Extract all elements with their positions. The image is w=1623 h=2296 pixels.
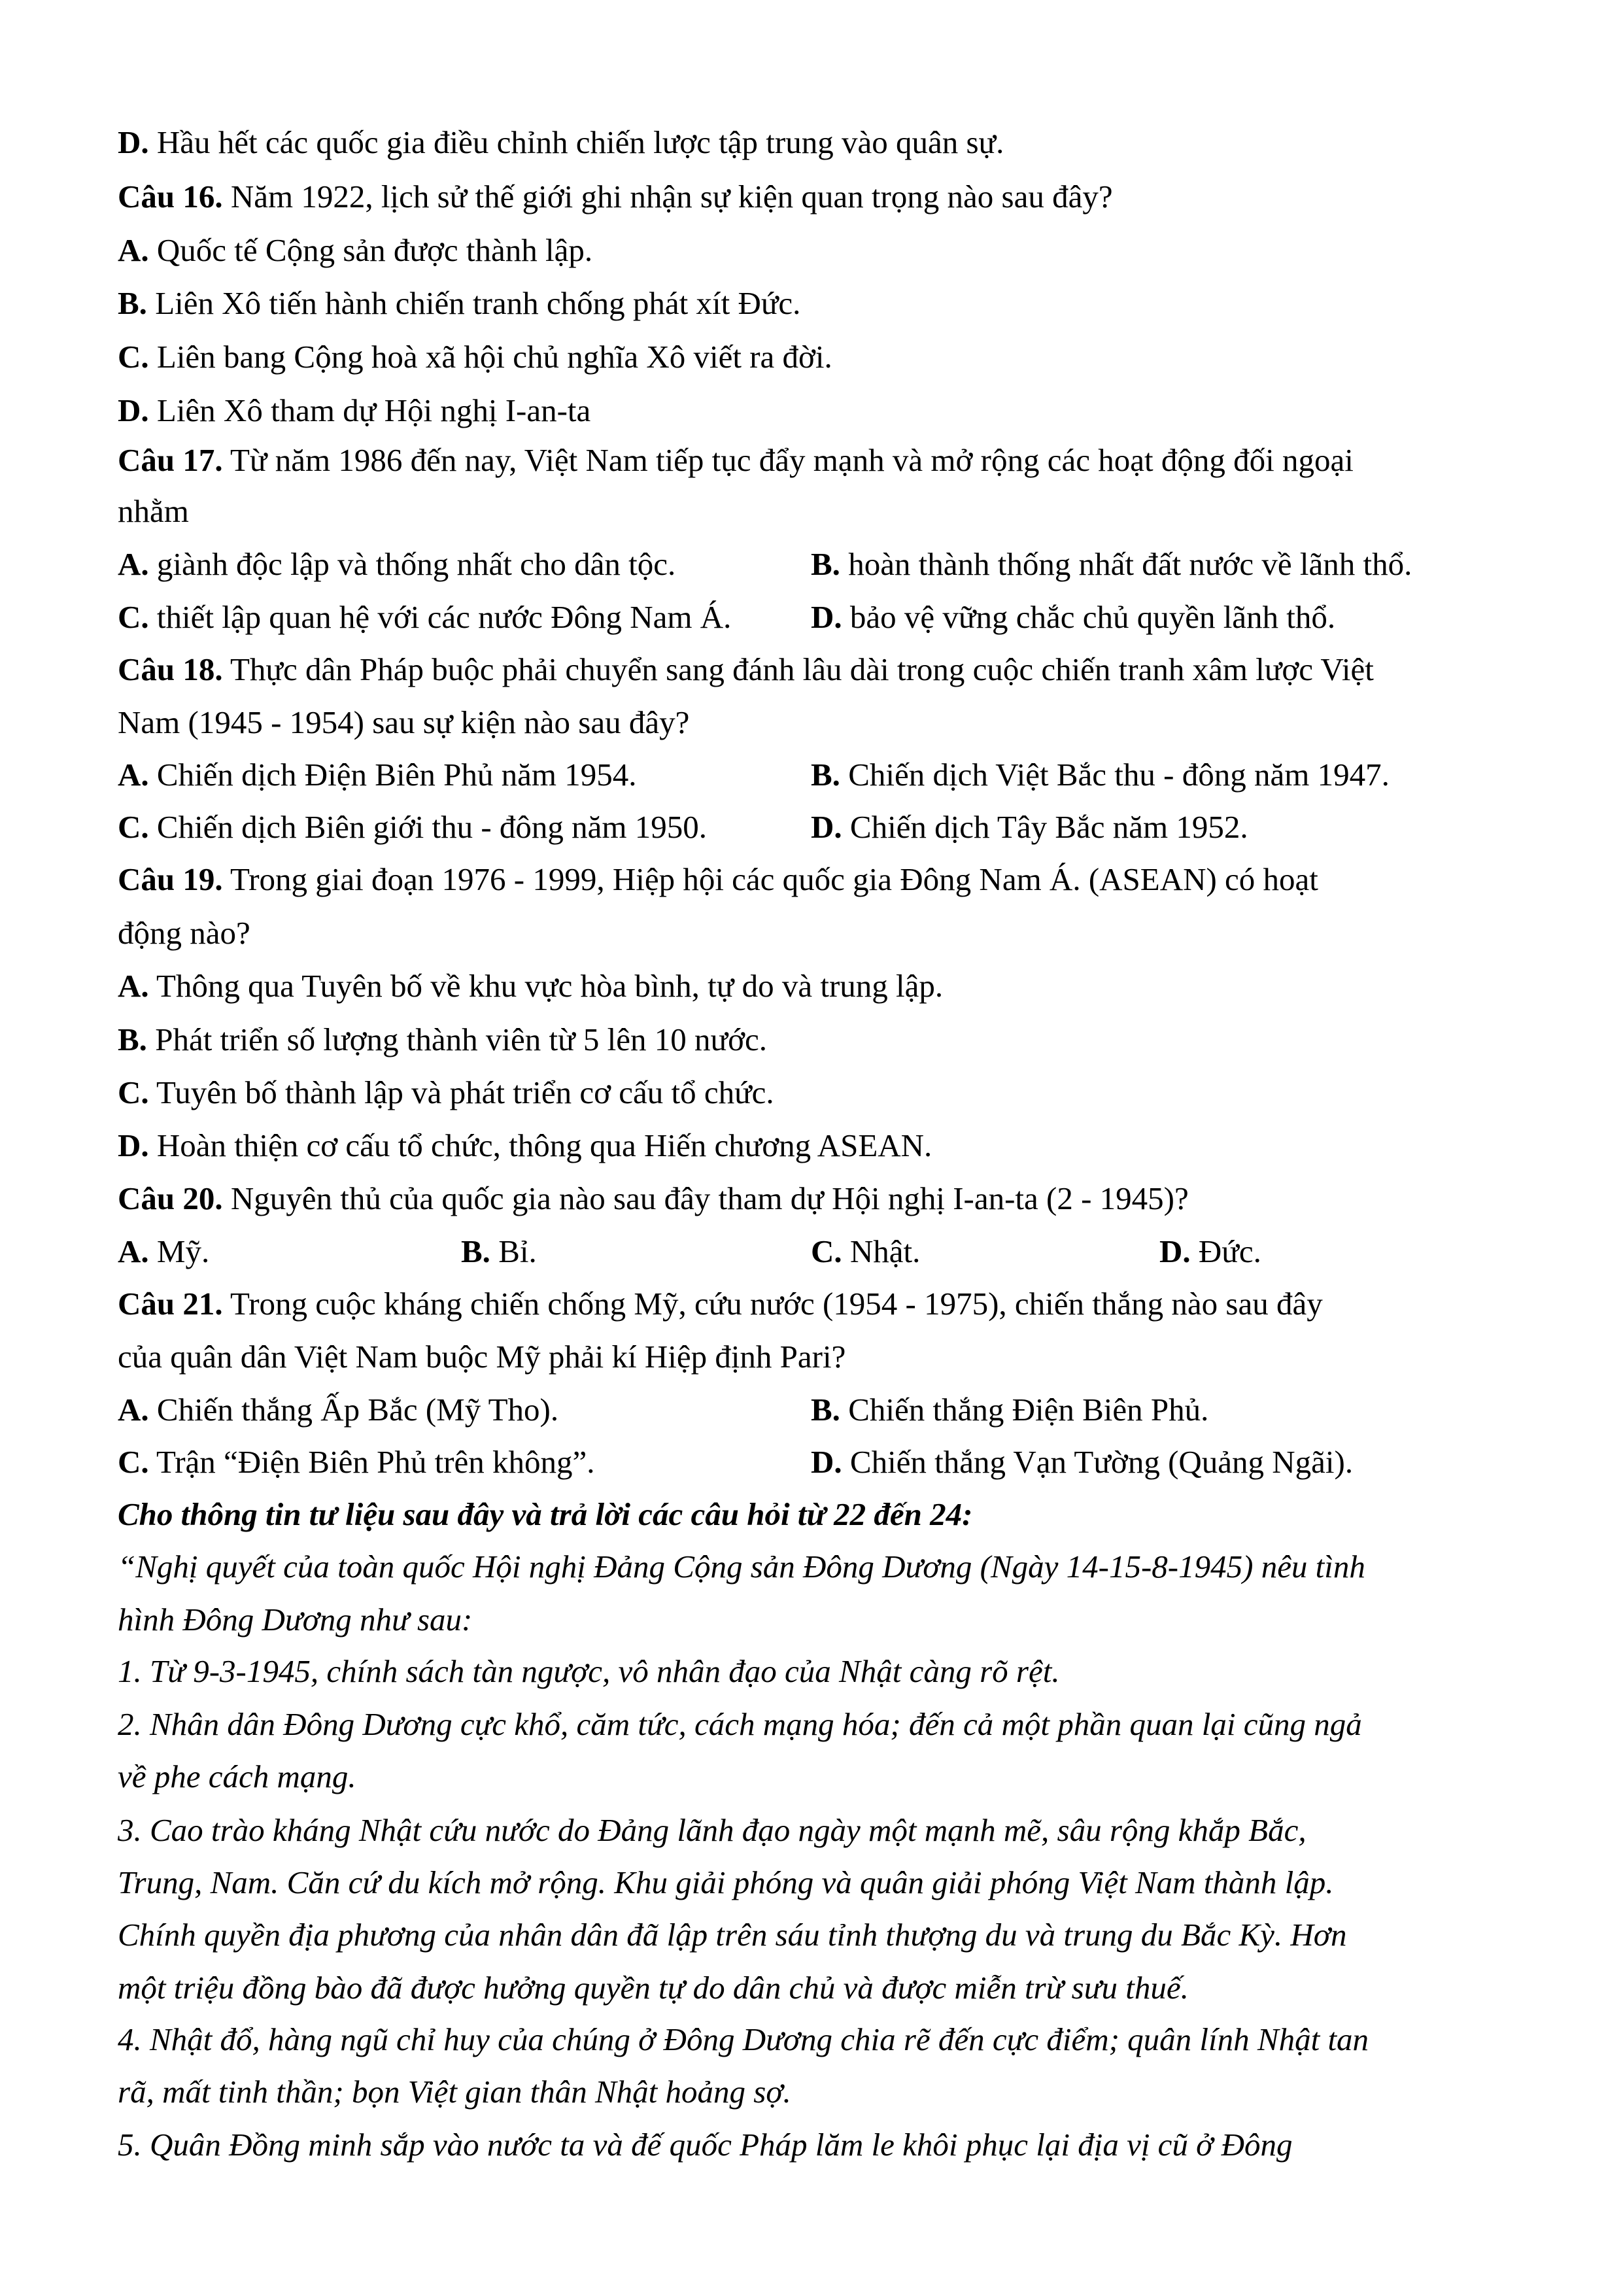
passage-line: 5. Quân Đồng minh sắp vào nước ta và đế quốc Pháp lăm le khôi phục lại địa vị cũ ở Đông: [118, 2127, 1293, 2163]
option-text: Chiến dịch Tây Bắc năm 1952.: [842, 809, 1248, 845]
question-stem: [118, 863, 1318, 895]
option-text: Liên Xô tiến hành chiến tranh chống phát xít Đức.: [146, 285, 801, 321]
option-label: D.: [811, 809, 842, 845]
question-text: Nguyên thủ của quốc gia nào sau đây tham dự Hội nghị I-an-ta (2 - 1945)?: [222, 1180, 1189, 1216]
option-label: D.: [118, 124, 149, 160]
option-text: hoàn thành thống nhất đất nước về lãnh thổ.: [840, 546, 1412, 582]
option-text: Hoàn thiện cơ cấu tổ chức, thông qua Hiến chương ASEAN.: [148, 1127, 932, 1163]
option-line: [118, 970, 943, 1002]
question-text-cont: nhằm: [118, 493, 189, 529]
option-line: [118, 287, 800, 319]
option-label: D.: [118, 1127, 149, 1163]
option-text: Tuyên bố thành lập và phát triển cơ cấu tổ chức.: [148, 1074, 774, 1110]
question-stem: [118, 653, 1374, 685]
passage-heading: Cho thông tin tư liệu sau đây và trả lời các câu hỏi từ 22 đến 24:: [118, 1496, 973, 1532]
question-text-cont: động nào?: [118, 915, 250, 951]
question-number: Câu 19.: [118, 861, 223, 897]
question-number: Câu 20.: [118, 1180, 223, 1216]
question-text-cont: Nam (1945 - 1954) sau sự kiện nào sau đây?: [118, 704, 690, 740]
passage-line: về phe cách mạng.: [118, 1758, 356, 1794]
option-line: [118, 1394, 558, 1426]
option-line: [118, 548, 675, 580]
question-text: Thực dân Pháp buộc phải chuyển sang đánh lâu dài trong cuộc chiến tranh xâm lược Việt: [222, 651, 1374, 687]
option-text: thiết lập quan hệ với các nước Đông Nam Á.: [148, 599, 732, 635]
option-label: A.: [118, 232, 149, 268]
question-stem: [118, 1288, 1323, 1320]
question-text: Trong cuộc kháng chiến chống Mỹ, cứu nước (1954 - 1975), chiến thắng nào sau đây: [222, 1286, 1323, 1322]
option-line: [811, 1235, 920, 1267]
question-stem: [118, 1182, 1189, 1214]
option-label: A.: [118, 1233, 149, 1269]
option-label: A.: [118, 546, 149, 582]
option-label: B.: [118, 1021, 147, 1057]
option-line: [118, 1129, 932, 1161]
option-label: A.: [118, 1392, 149, 1428]
option-label: C.: [118, 1074, 149, 1110]
option-text: Chiến dịch Việt Bắc thu - đông năm 1947.: [840, 757, 1390, 793]
option-line: [118, 394, 590, 426]
option-line: [461, 1235, 537, 1267]
option-label: A.: [118, 757, 149, 793]
option-line: [118, 811, 707, 843]
option-label: D.: [1159, 1233, 1191, 1269]
option-line: [811, 1446, 1353, 1478]
question-text: Từ năm 1986 đến nay, Việt Nam tiếp tục đẩy mạnh và mở rộng các hoạt động đối ngoại: [222, 442, 1354, 478]
passage-line: hình Đông Dương như sau:: [118, 1602, 473, 1637]
passage-line: một triệu đồng bào đã được hưởng quyền tự do dân chủ và được miễn trừ sưu thuế.: [118, 1970, 1189, 2006]
option-text: Hầu hết các quốc gia điều chỉnh chiến lược tập trung vào quân sự.: [148, 124, 1004, 160]
option-label: C.: [118, 809, 149, 845]
option-line: [118, 234, 592, 266]
passage-line: “Nghị quyết của toàn quốc Hội nghị Đảng Cộng sản Đông Dương (Ngày 14-15-8-1945) nêu tình: [118, 1549, 1365, 1585]
question-number: Câu 18.: [118, 651, 223, 687]
option-line: [118, 601, 731, 633]
question-text-cont: của quân dân Việt Nam buộc Mỹ phải kí Hiệp định Pari?: [118, 1339, 846, 1375]
option-text: Trận “Điện Biên Phủ trên không”.: [148, 1444, 595, 1480]
option-text: Chiến thắng Điện Biên Phủ.: [840, 1392, 1209, 1428]
option-text: Chiến thắng Ấp Bắc (Mỹ Tho).: [148, 1392, 559, 1428]
option-text: Đức.: [1190, 1233, 1261, 1269]
option-text: Bỉ.: [490, 1233, 537, 1269]
question-number: Câu 17.: [118, 442, 223, 478]
option-line: [811, 1394, 1208, 1426]
passage-line: 4. Nhật đổ, hàng ngũ chỉ huy của chúng ở Đông Dương chia rẽ đến cực điểm; quân lính Nhật tan: [118, 2021, 1369, 2057]
option-line: [118, 1076, 774, 1108]
option-text: Nhật.: [842, 1233, 921, 1269]
option-label: B.: [811, 757, 840, 793]
option-text: Chiến dịch Biên giới thu - đông năm 1950.: [148, 809, 708, 845]
question-number: Câu 21.: [118, 1286, 223, 1322]
option-line: [118, 759, 636, 791]
option-text: Liên Xô tham dự Hội nghị I-an-ta: [148, 392, 591, 428]
option-label: B.: [118, 285, 147, 321]
passage-line: rã, mất tinh thần; bọn Việt gian thân Nhật hoảng sợ.: [118, 2074, 791, 2110]
question-stem: [118, 180, 1113, 213]
option-label: D.: [811, 1444, 842, 1480]
passage-line: Trung, Nam. Căn cứ du kích mở rộng. Khu giải phóng và quân giải phóng Việt Nam thành lập.: [118, 1864, 1334, 1900]
option-label: C.: [811, 1233, 842, 1269]
option-line: [811, 548, 1412, 580]
option-label: A.: [118, 968, 149, 1004]
passage-line: 2. Nhân dân Đông Dương cực khổ, căm tức, cách mạng hóa; đến cả một phần quan lại cũng ngả: [118, 1706, 1362, 1742]
option-label: D.: [118, 392, 149, 428]
question-text: Năm 1922, lịch sử thế giới ghi nhận sự kiện quan trọng nào sau đây?: [222, 179, 1113, 214]
option-label: B.: [811, 1392, 840, 1428]
question-text: Trong giai đoạn 1976 - 1999, Hiệp hội các quốc gia Đông Nam Á. (ASEAN) có hoạt: [222, 861, 1318, 897]
passage-line: Chính quyền địa phương của nhân dân đã lập trên sáu tỉnh thượng du và trung du Bắc Kỳ. Hơn: [118, 1917, 1347, 1953]
option-line: [118, 1023, 767, 1055]
option-label: C.: [118, 1444, 149, 1480]
option-text: Quốc tế Cộng sản được thành lập.: [148, 232, 593, 268]
option-line: [811, 601, 1335, 633]
question-number: Câu 16.: [118, 179, 223, 214]
option-line: [118, 1235, 209, 1267]
option-line: [118, 1446, 595, 1478]
option-line: [118, 126, 1004, 158]
option-line: [118, 341, 832, 373]
option-line: [1159, 1235, 1261, 1267]
option-text: Chiến thắng Vạn Tường (Quảng Ngãi).: [842, 1444, 1354, 1480]
option-label: D.: [811, 599, 842, 635]
option-text: Chiến dịch Điện Biên Phủ năm 1954.: [148, 757, 637, 793]
option-label: B.: [811, 546, 840, 582]
option-line: [811, 759, 1390, 791]
option-text: Mỹ.: [148, 1233, 210, 1269]
option-text: Thông qua Tuyên bố về khu vực hòa bình, tự do và trung lập.: [148, 968, 944, 1004]
option-text: bảo vệ vững chắc chủ quyền lãnh thổ.: [842, 599, 1336, 635]
option-line: [811, 811, 1248, 843]
option-text: Phát triển số lượng thành viên từ 5 lên 10 nước.: [146, 1021, 767, 1057]
option-text: giành độc lập và thống nhất cho dân tộc.: [148, 546, 676, 582]
question-stem: [118, 444, 1354, 476]
option-text: Liên bang Cộng hoà xã hội chủ nghĩa Xô viết ra đời.: [148, 339, 832, 375]
passage-line: 3. Cao trào kháng Nhật cứu nước do Đảng lãnh đạo ngày một mạnh mẽ, sâu rộng khắp Bắc,: [118, 1812, 1307, 1848]
option-label: C.: [118, 339, 149, 375]
option-label: B.: [461, 1233, 490, 1269]
passage-line: 1. Từ 9-3-1945, chính sách tàn ngược, vô nhân đạo của Nhật càng rõ rệt.: [118, 1653, 1060, 1689]
option-label: C.: [118, 599, 149, 635]
